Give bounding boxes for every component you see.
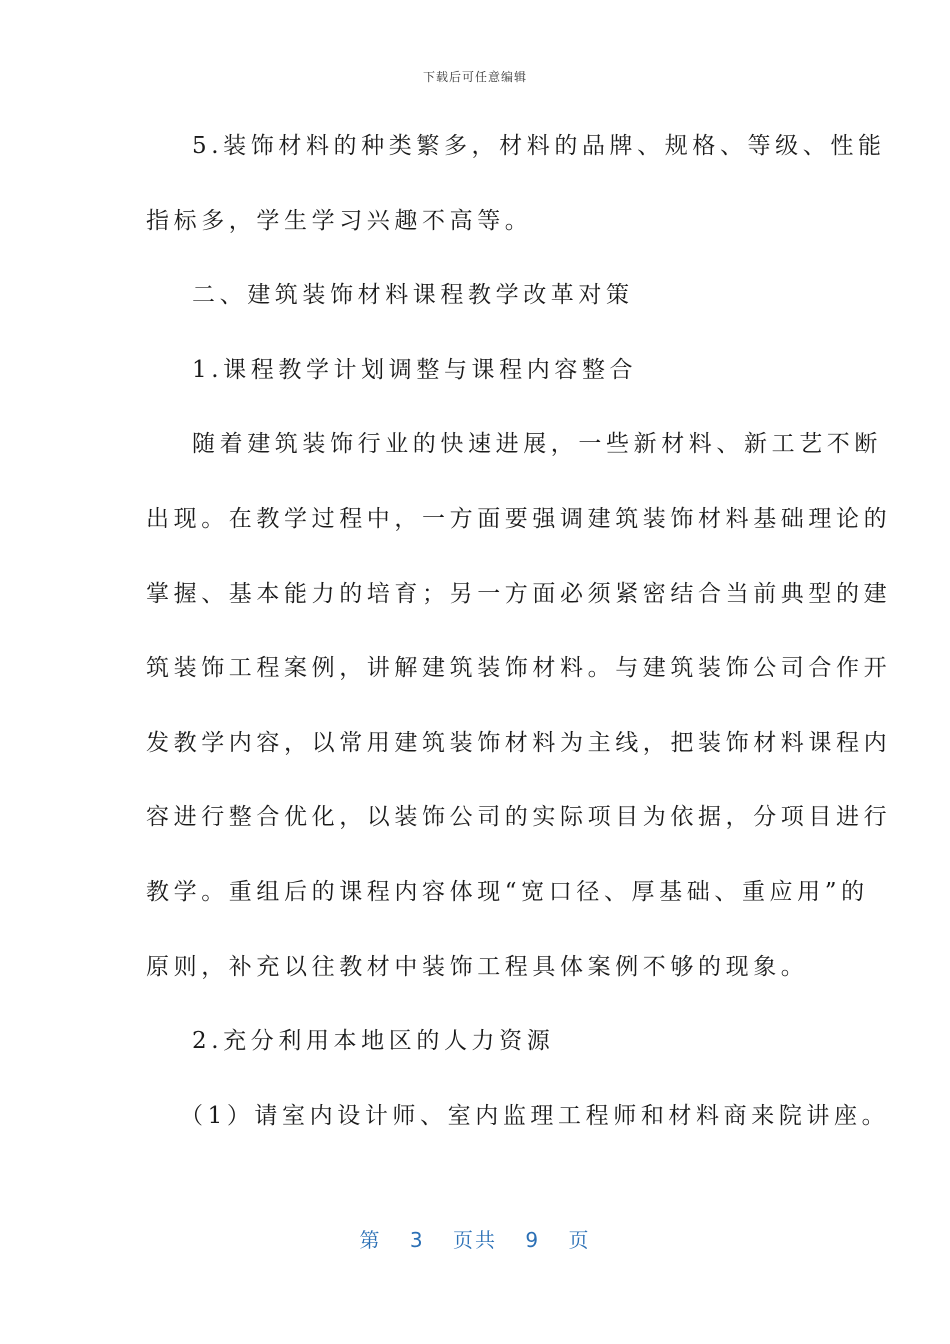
paragraph-line: 出现。在教学过程中，一方面要强调建筑装饰材料基础理论的 [146,506,892,532]
page-number-footer [0,1224,950,1253]
total-page-count: 9 [525,1228,541,1252]
paragraph-line: 发教学内容，以常用建筑装饰材料为主线，把装饰材料课程内 [146,730,892,756]
footer-prefix: 第 [359,1228,382,1252]
paragraph-line: 教学。重组后的课程内容体现“宽口径、厚基础、重应用”的 [146,879,869,905]
section-heading: 二、建筑装饰材料课程教学改革对策 [192,282,634,308]
paragraph-line: 掌握、基本能力的培育；另一方面必须紧密结合当前典型的建 [146,581,892,607]
footer-middle: 页共 [453,1228,497,1252]
paragraph-line: 指标多，学生学习兴趣不高等。 [146,208,533,234]
page-header: 下载后可任意编辑 [422,70,527,84]
current-page-number: 3 [409,1228,425,1252]
paragraph-line: 5.装饰材料的种类繁多，材料的品牌、规格、等级、性能 [192,133,886,159]
subsection-heading: 2.充分利用本地区的人力资源 [192,1028,555,1054]
paragraph-line: 原则，补充以往教材中装饰工程具体案例不够的现象。 [146,954,809,980]
paragraph-line: 筑装饰工程案例，讲解建筑装饰材料。与建筑装饰公司合作开 [146,655,892,681]
subsection-heading: 1.课程教学计划调整与课程内容整合 [192,357,638,383]
footer-suffix: 页 [568,1228,591,1252]
paragraph-line: 容进行整合优化，以装饰公司的实际项目为依据，分项目进行 [146,804,892,830]
paragraph-line: 随着建筑装饰行业的快速进展，一些新材料、新工艺不断 [192,431,882,457]
list-item: （1）请室内设计师、室内监理工程师和材料商来院讲座。 [180,1103,890,1129]
